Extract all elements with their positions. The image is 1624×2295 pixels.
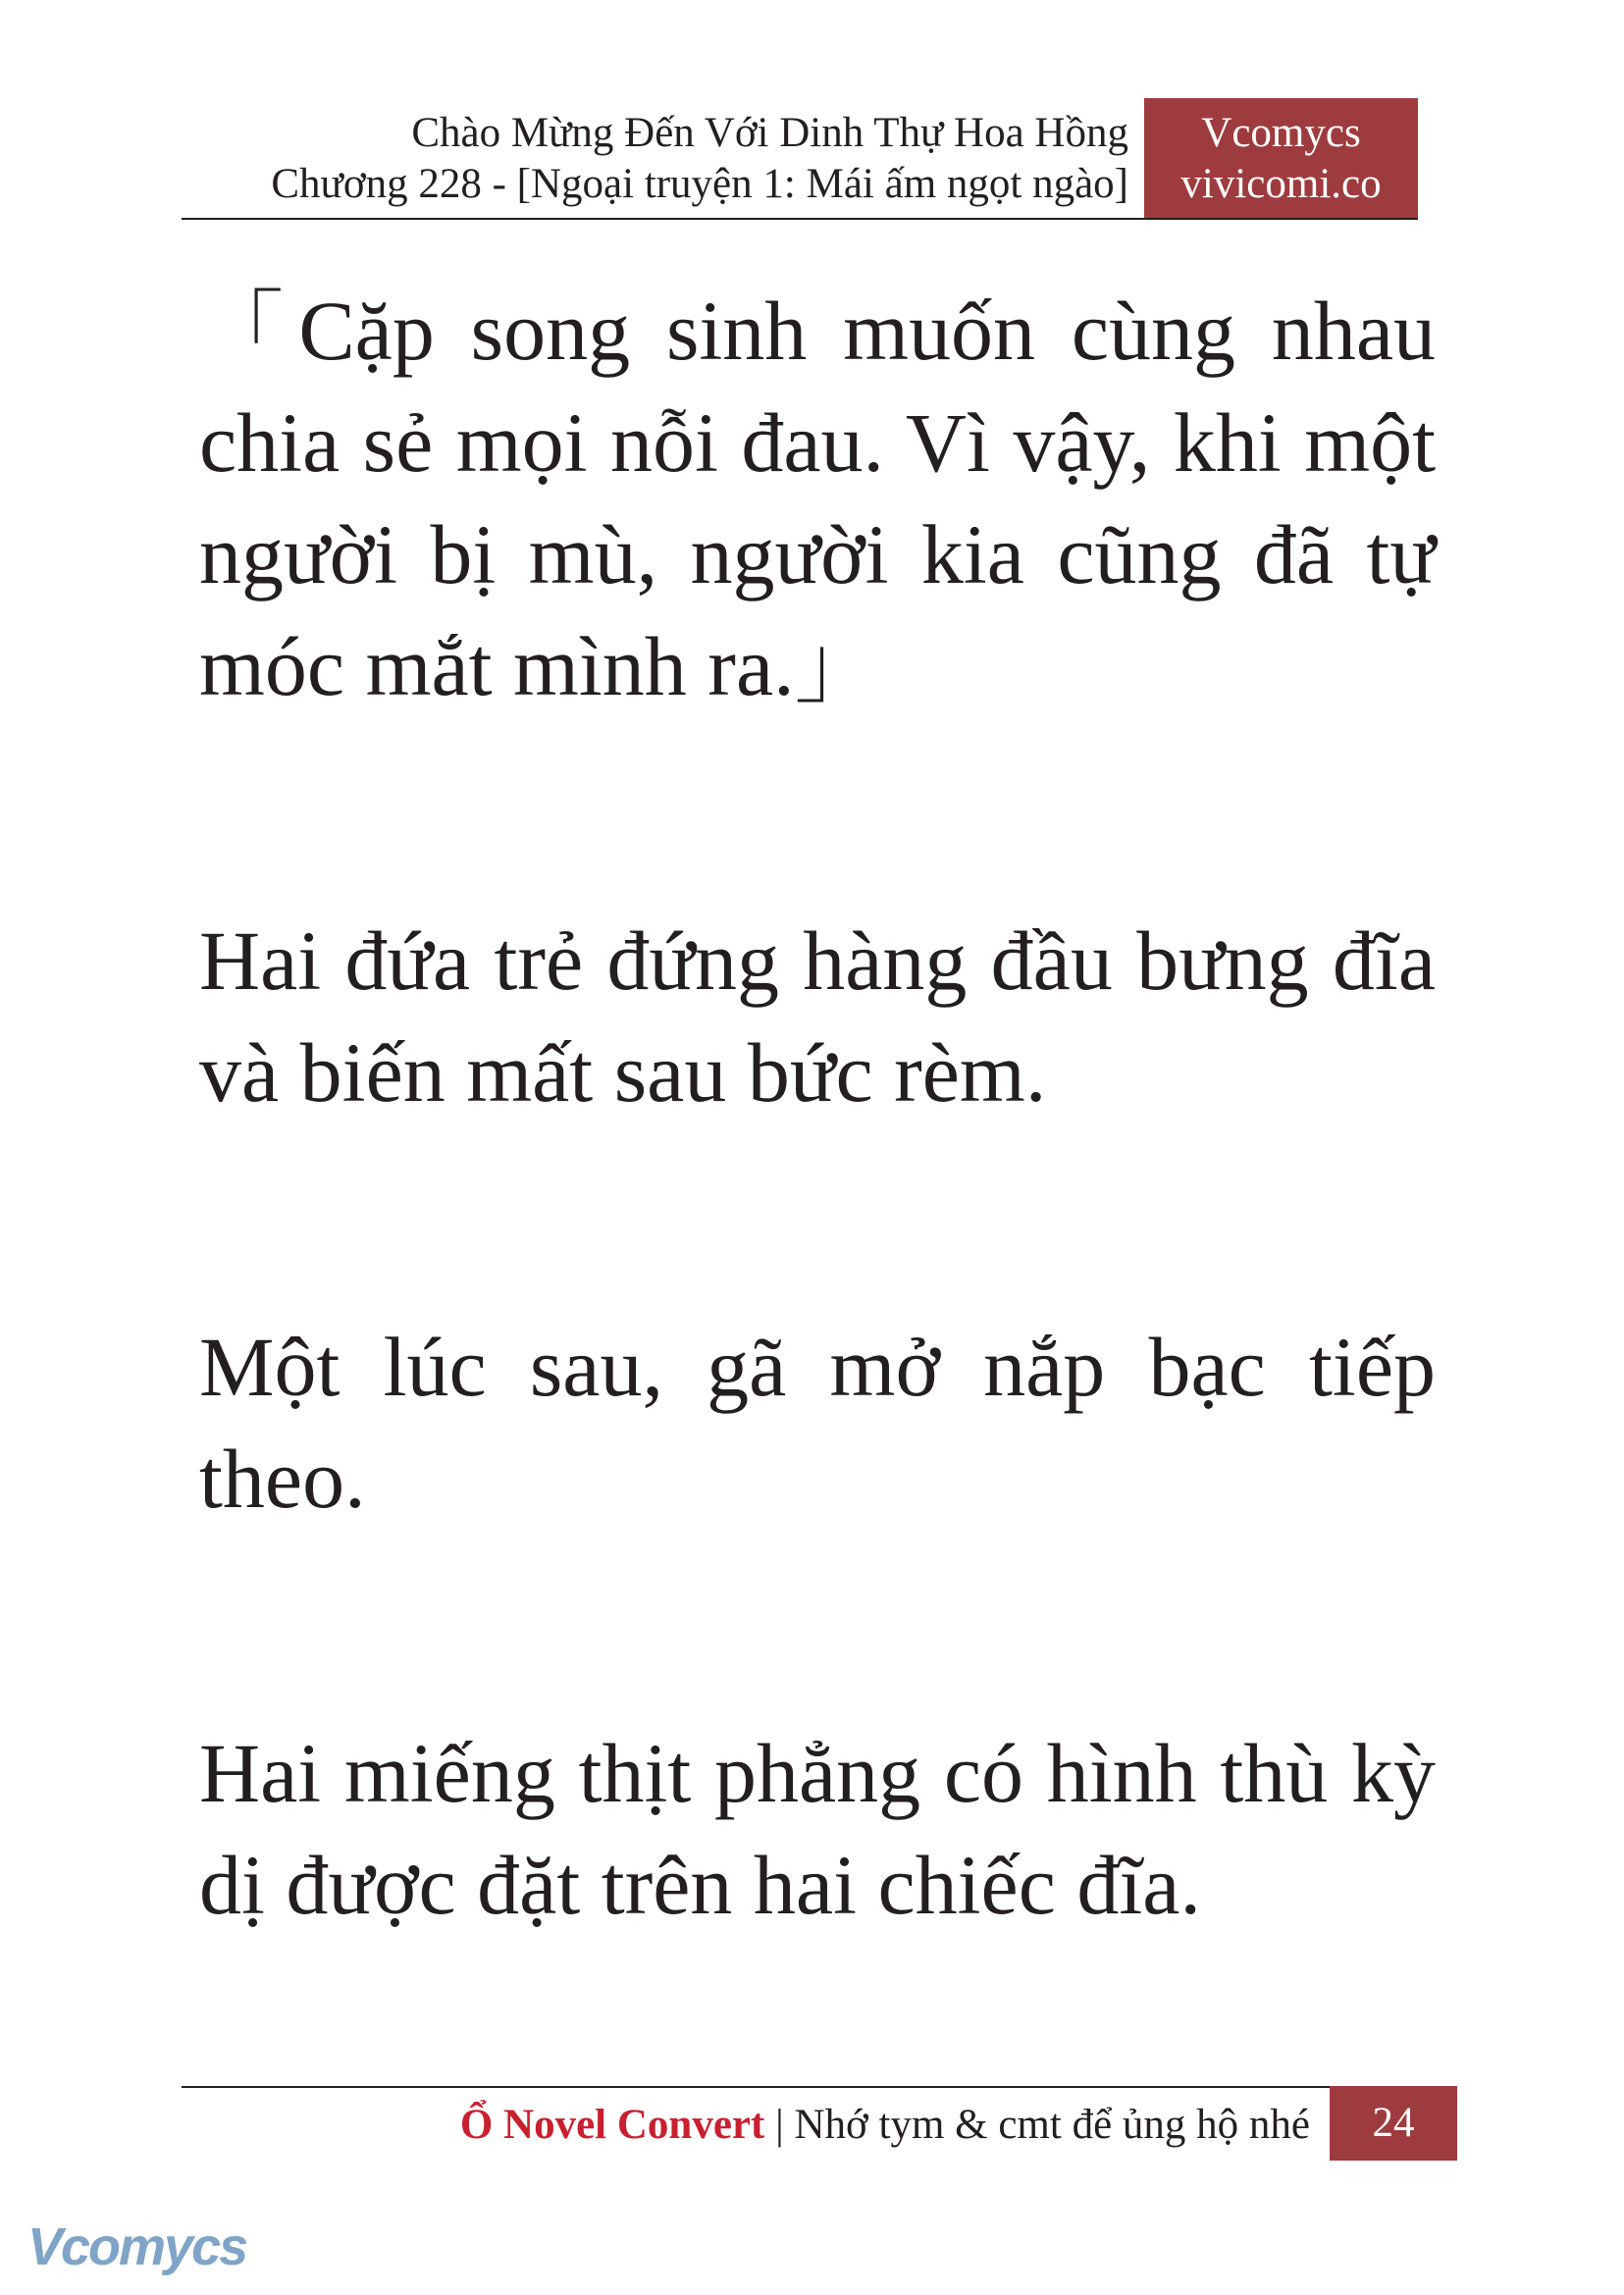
page-body: [199, 275, 1436, 1941]
footer-separator: |: [764, 2102, 795, 2148]
watermark-logo: [27, 2217, 247, 2276]
footer-brand: Ổ Novel Convert: [459, 2102, 765, 2148]
watermark-text: Vcomycs: [27, 2217, 247, 2276]
paragraph: Một lúc sau, gã mở nắp bạc tiếp theo.: [199, 1320, 1436, 1526]
header-divider: [182, 218, 1418, 220]
page-footer: [182, 2086, 1457, 2161]
paragraph: 「Cặp song sinh muốn cùng nhau chia sẻ mọi nỗi đau. Vì vậy, khi một người bị mù, người kia cũng đã tự móc mắt mình ra.」: [199, 284, 1436, 713]
chapter-title: Chương 228 - [Ngoại truyện 1: Mái ấm ngọt ngào]: [271, 161, 1128, 207]
paragraph: Hai miếng thịt phẳng có hình thù kỳ dị được đặt trên hai chiếc đĩa.: [199, 1726, 1436, 1932]
paragraph: Hai đứa trẻ đứng hàng đầu bưng đĩa và biến mất sau bức rèm.: [199, 913, 1436, 1120]
footer-text: [460, 2098, 1310, 2153]
brand-name: Vcomycs: [1201, 110, 1361, 156]
header-text: [271, 108, 1128, 210]
brand-site: vivicomi.co: [1180, 161, 1382, 207]
book-title: Chào Mừng Đến Với Dinh Thự Hoa Hồng: [411, 110, 1128, 156]
page-header: [182, 98, 1418, 220]
brand-box: [1144, 98, 1418, 220]
footer-note: Nhớ tym & cmt để ủng hộ nhé: [794, 2102, 1310, 2148]
footer-divider: [182, 2086, 1330, 2088]
page-number: 24: [1330, 2086, 1457, 2161]
